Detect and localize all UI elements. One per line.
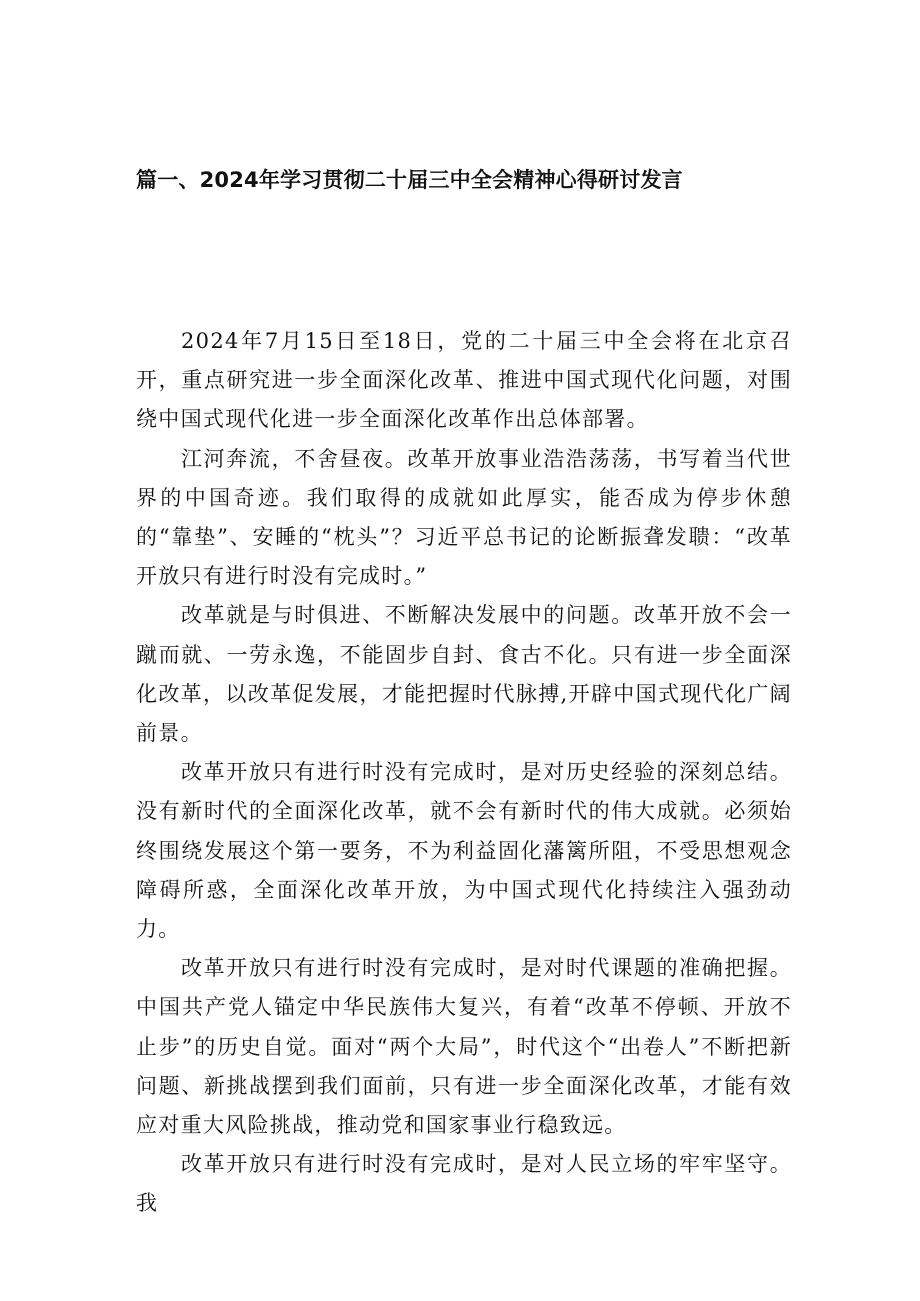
paragraph-3: 改革就是与时俱进、不断解决发展中的问题。改革开放不会一蹴而就、一劳永逸，不能固步自封、食古不化。只有进一步全面深化改革，以改革促发展，才能把握时代脉搏,开辟中国式现代化广阔前景。 [136,603,792,746]
paragraph-4: 改革开放只有进行时没有完成时，是对历史经验的深刻总结。没有新时代的全面深化改革，就不会有新时代的伟大成就。必须始终围绕发展这个第一要务，不为利益固化藩篱所阻，不受思想观念障碍所惑，全面深化改革开放，为中国式现代化持续注入强劲动力。 [136,760,792,942]
paragraph-1: 2024年7月15日至18日，党的二十届三中全会将在北京召开，重点研究进一步全面深化改革、推进中国式现代化问题，对围绕中国式现代化进一步全面深化改革作出总体部署。 [136,329,792,432]
document-title: 篇一、2024年学习贯彻二十届三中全会精神心得研讨发言 [136,168,683,192]
paragraph-2: 江河奔流，不舍昼夜。改革开放事业浩浩荡荡，书写着当代世界的中国奇迹。我们取得的成就如此厚实，能否成为停步休憩的“靠垫”、安睡的“枕头”？习近平总书记的论断振聋发聩：“改革开放只有进行时没有完成时。” [136,446,792,589]
paragraph-6: 改革开放只有进行时没有完成时，是对人民立场的牢牢坚守。我 [136,1152,792,1216]
paragraph-5: 改革开放只有进行时没有完成时，是对时代课题的准确把握。中国共产党人锚定中华民族伟大复兴，有着“改革不停顿、开放不止步”的历史自觉。面对“两个大局”，时代这个“出卷人”不断把新问题、新挑战摆到我们面前，只有进一步全面深化改革，才能有效应对重大风险挑战，推动党和国家事业行稳致远。 [136,956,792,1138]
document-body [136,322,792,1224]
